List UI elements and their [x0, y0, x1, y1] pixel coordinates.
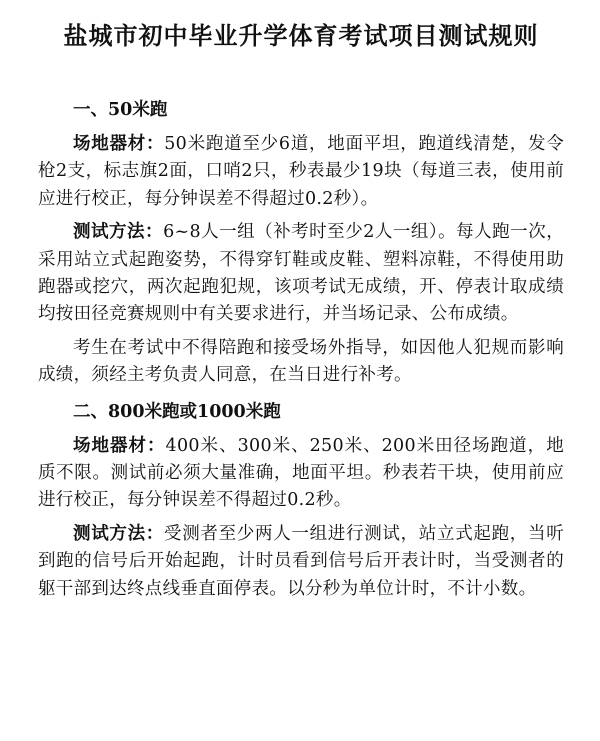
paragraph-equipment	[38, 433, 564, 515]
paragraph-lead: 场地器材：	[73, 134, 165, 154]
paragraph-lead: 测试方法：	[73, 222, 164, 243]
paragraph-text: 受测者至少两人一组进行测试，站立式起跑，当听到跑的信号后开始起跑，计时员看到信号后开表计时，当受测者的躯干部到达终点线垂直面停表。以分秒为单位计时，不计小数。	[38, 523, 564, 599]
paragraph-text: 6~8人一组（补考时至少2人一组）。每人跑一次，采用站立式起跑姿势，不得穿钉鞋或皮鞋、塑料凉鞋，不得使用助跑器或挖穴，两次起跑犯规，该项考试无成绩，开、停表计取成绩均按田径竞赛规则中有关要求进行，并当场记录、公布成绩。	[38, 222, 565, 325]
section-heading: 二、800米跑或1000米跑	[73, 401, 281, 422]
document-title: 盐城市初中毕业升学体育考试项目测试规则	[63, 21, 539, 50]
paragraph-note	[38, 335, 564, 390]
paragraph-text: 考生在考试中不得陪跑和接受场外指导，如因他人犯规而影响成绩，须经主考负责人同意，在当日进行补考。	[38, 337, 564, 386]
section-800m-1000m-run	[38, 398, 564, 603]
paragraph-lead: 测试方法：	[73, 523, 164, 544]
section-50m-run	[38, 96, 564, 390]
paragraph-equipment	[38, 131, 564, 213]
paragraph-lead: 场地器材：	[73, 435, 166, 456]
paragraph-text: 50米跑道至少6道，地面平坦，跑道线清楚，发令枪2支，标志旗2面，口哨2只，秒表最少19块（每道三表，使用前应进行校正，每分钟误差不得超过0.2秒）。	[38, 134, 564, 209]
paragraph-method	[38, 219, 564, 329]
section-heading: 一、50米跑	[73, 100, 168, 120]
paragraph-text: 400米、300米、250米、200米田径场跑道，地质不限。测试前必须大量准确，地面平坦。秒表若干块，使用前应进行校正，每分钟误差不得超过0.2秒。	[38, 435, 564, 511]
paragraph-method	[38, 521, 564, 603]
